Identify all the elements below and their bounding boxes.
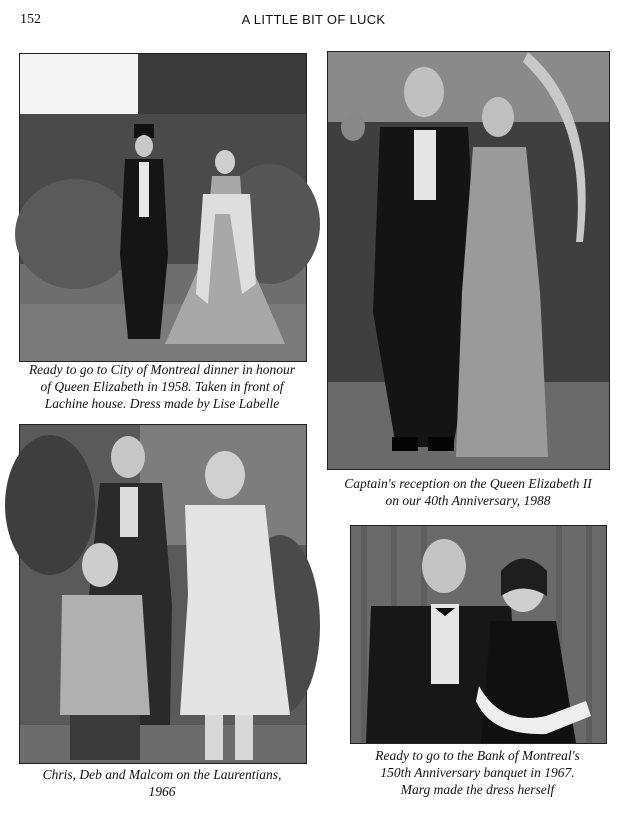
photo-bank-of-montreal-1967 (350, 525, 607, 744)
photo-laurentians-1966 (19, 424, 307, 764)
running-title: A LITTLE BIT OF LUCK (241, 12, 386, 27)
photo-captains-reception-1988 (327, 51, 610, 470)
photo-montreal-dinner-1958 (19, 53, 307, 362)
caption-photo-3: Chris, Deb and Malcom on the Laurentians, 1966 (42, 767, 282, 799)
caption-photo-1: Ready to go to City of Montreal dinner in honour of Queen Elizabeth in 1958. Taken in front of Lachine house. Dress made by Lise Labelle (28, 362, 296, 411)
caption-photo-4: Ready to go to the Bank of Montreal's 150th Anniversary banquet in 1967. Marg made the dress herself (375, 748, 580, 797)
page-number: 152 (20, 12, 41, 27)
caption-photo-2: Captain's reception on the Queen Elizabeth II on our 40th Anniversary, 1988 (344, 476, 592, 508)
